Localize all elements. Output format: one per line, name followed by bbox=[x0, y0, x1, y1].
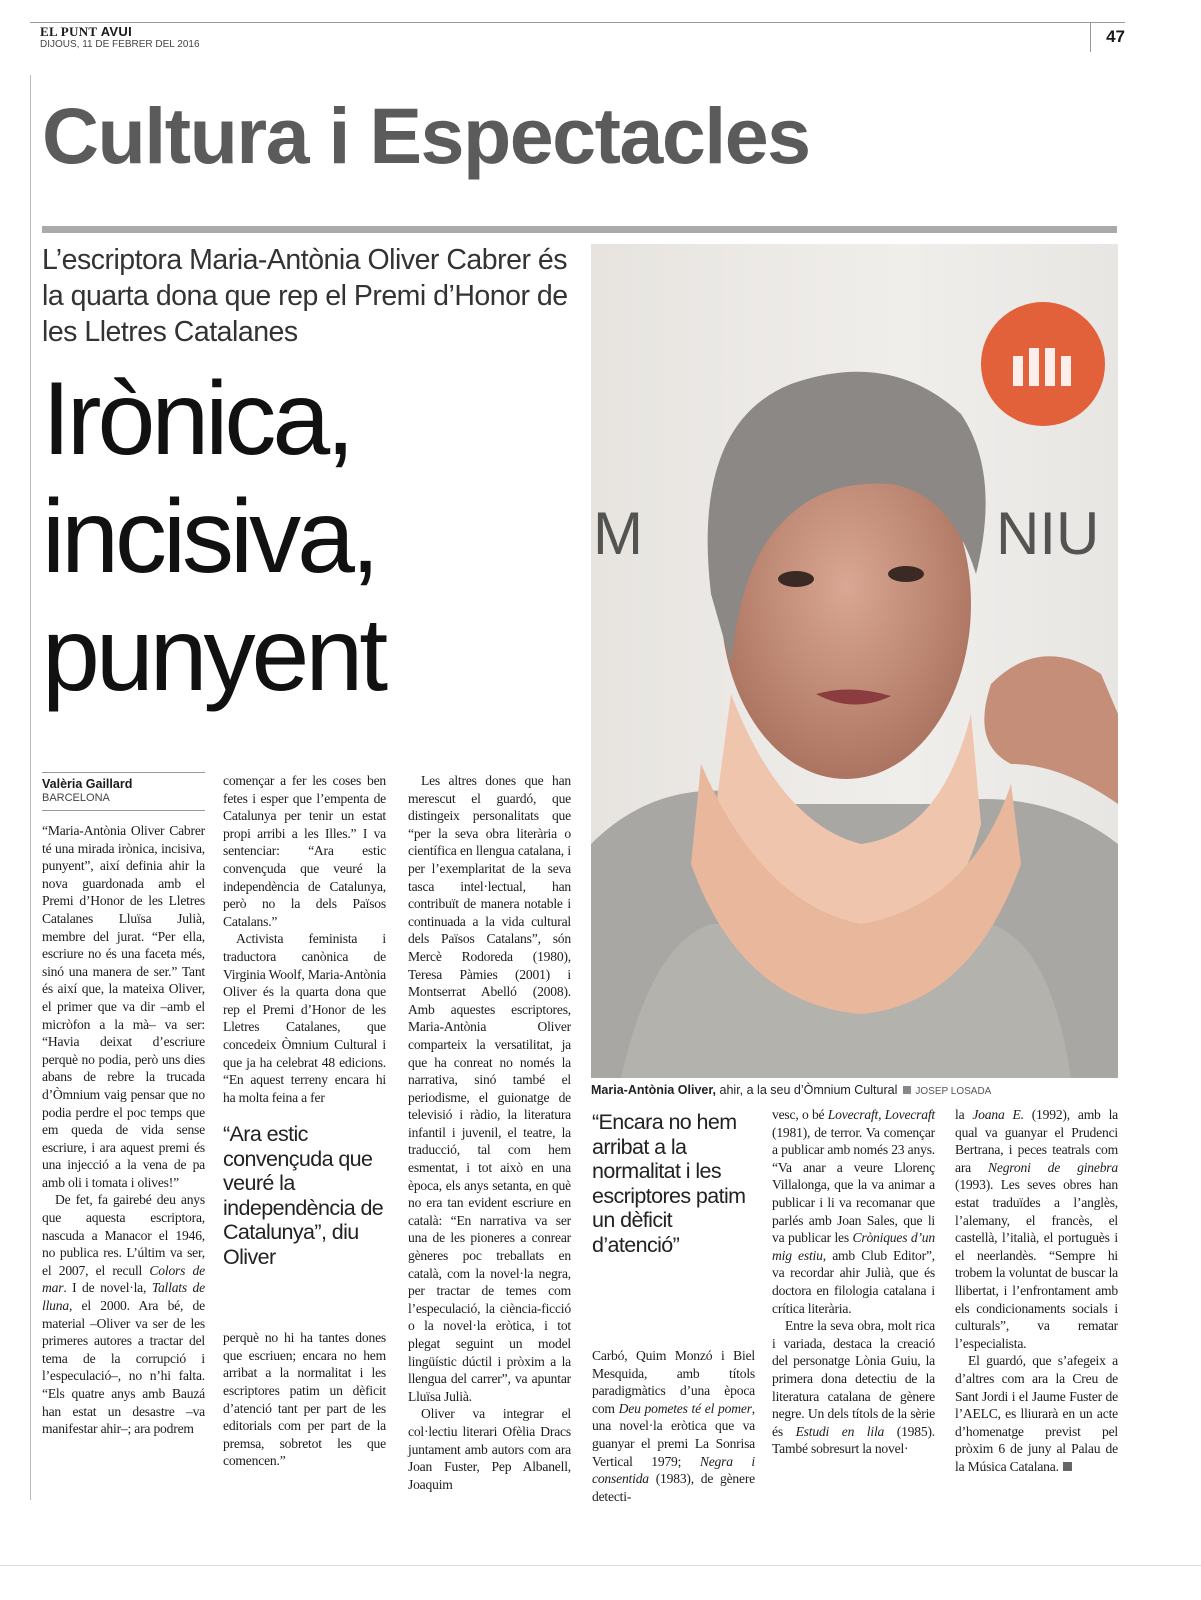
dateline-location: BARCELONA bbox=[42, 792, 110, 804]
caption-square-icon bbox=[903, 1086, 911, 1094]
paper-name-bold: AVUI bbox=[100, 24, 132, 39]
headline-line: punyent bbox=[42, 597, 385, 713]
italic-title: Estudi en lila bbox=[795, 1423, 885, 1439]
text-run: perquè no hi ha tantes dones que escriuen; encara no hem arribat a la normalitat i les escriptores patim un dèficit d’atenció tant per part de les editorials com per part de la premsa, sobretot les que comencen.” bbox=[223, 1330, 386, 1469]
body-paragraph bbox=[592, 1347, 755, 1505]
left-divider bbox=[30, 75, 31, 1500]
italic-title: Colors de mar bbox=[42, 1262, 205, 1296]
italic-title: Negroni de ginebra bbox=[988, 1159, 1118, 1175]
pull-quote: “Encara no hem arribat a la normalitat i les escriptores patim un dèficit d’atenció” bbox=[592, 1110, 746, 1257]
text-run: Activista feminista i traductora canònica de Virginia Woolf, Maria-Antònia Oliver és la quarta dona que rep el Premi d’Honor de les Lletres Catalanes, que concedeix Òmnium Cultural i que ja ha celebrat 48 edicions. “En aquest terreny encara hi ha molta feina a fer bbox=[223, 931, 386, 1105]
body-paragraph bbox=[408, 772, 571, 1405]
section-bar bbox=[42, 226, 1117, 233]
body-paragraph bbox=[223, 930, 386, 1106]
omnium-logo-icon bbox=[981, 302, 1105, 426]
headline-line: Irònica, bbox=[42, 361, 352, 477]
caption-name: Maria-Antònia Oliver, bbox=[591, 1083, 717, 1097]
portrait-illustration bbox=[591, 244, 1118, 1078]
top-rule bbox=[30, 22, 1125, 23]
portrait-photo bbox=[591, 244, 1118, 1078]
italic-title: Cròniques d’un mig estiu bbox=[772, 1230, 935, 1263]
body-text bbox=[223, 772, 386, 1106]
svg-text:M: M bbox=[593, 500, 643, 567]
body-paragraph bbox=[408, 1405, 571, 1493]
body-paragraph bbox=[223, 1329, 386, 1470]
body-text bbox=[772, 1106, 935, 1458]
text-run: , el 2000. Ara bé, de material –Oliver va ser de les primeres autores a tractar del tema de la corrupció i l’especulació–, no n’hi falta. “Els quatre anys amb Bauzá han estat un desastre –va manifestar ahir–; ara podrem bbox=[42, 1298, 205, 1437]
text-run: “Maria-Antònia Oliver Cabrer té una mirada irònica, incisiva, punyent”, així definia ahir la nova guardonada amb el Premi d’Honor de les Lletres Catalanes Lluïsa Julià, membre del jurat. “Per ella, escriure no és una faceta més, sinó una manera de ser.” Tant és així que, la mateixa Oliver, el primer que va dir –amb el micròfon a la mà– va ser: “Havia deixat d’escriure perquè no podia, però uns dies abans de rebre la trucada d’Òmnium vaig pensar que no podia perdre el poc temps que em queda de vida sense escriure, i ara aquest premi és una injecció a la vena de pa amb oli i tomata i olives!” bbox=[42, 823, 205, 1190]
body-text bbox=[223, 1329, 386, 1470]
masthead bbox=[40, 25, 132, 39]
text-run: (1981), de terror. Va començar a publicar amb només 23 anys. “Va anar a veure Llorenç Villalonga, que la va animar a publicar i li va recomanar que parlés amb Joan Sales, que li va publicar les bbox=[772, 1124, 935, 1246]
body-paragraph bbox=[772, 1106, 935, 1317]
text-run: Les altres dones que han merescut el guardó, que distingeix personalitats que “per la seva obra literària o científica en llengua catalana, i per l’exemplaritat de la seva tasca intel·lectual, han contribuït de manera notable i continuada a la vida cultural dels Països Catalans”, són Mercè Rodoreda (1980), Teresa Pàmies (2001) i Montserrat Abelló (2008). Amb aquestes escriptores, Maria-Antònia Oliver comparteix la versatilitat, ja que ha conreat no només la narrativa, sinó també el periodisme, el guionatge de televisió i ràdio, la literatura infantil i juvenil, el teatre, la traducció, tal com hem esmentat, i tot això en una època, els anys setanta, en què no era tan evident escriure en català: “En narrativa va ser una de les pioneres a conrear gèneres poc treballats en català, com la novel·la negra, per tractar de temes com l’especulació, la ciència-ficció o la novel·la eròtica, i tot plegat seguint un model lingüístic dúctil i pròxim a la llengua del carrer”, va apuntar Lluïsa Julià. bbox=[408, 773, 571, 1404]
headline bbox=[42, 360, 587, 714]
text-run: Carbó, Quim Monzó i Biel Mesquida, amb títols paradigmàtics d’una època com bbox=[592, 1348, 755, 1416]
body-paragraph bbox=[955, 1352, 1118, 1475]
italic-title: Negra i consentida bbox=[592, 1453, 756, 1487]
text-run: , una novel·la eròtica que va guanyar el premi La Sonrisa Vertical 1979; bbox=[592, 1400, 755, 1469]
body-text bbox=[592, 1347, 755, 1505]
text-run: (1992), amb la qual va guanyar el Prudenci Bertrana, i peces teatrals com ara bbox=[955, 1107, 1118, 1175]
body-column bbox=[772, 1106, 935, 1458]
article-subtitle: L’escriptora Maria-Antònia Oliver Cabrer és la quarta dona que rep el Premi d’Honor de les Lletres Catalanes bbox=[42, 244, 568, 348]
body-text bbox=[955, 1106, 1118, 1475]
photo-caption bbox=[591, 1082, 991, 1100]
body-paragraph bbox=[42, 822, 205, 1191]
italic-title: Lovecraft, Lovecraft bbox=[827, 1107, 935, 1122]
body-text bbox=[408, 772, 571, 1493]
body-column bbox=[955, 1106, 1118, 1475]
italic-title: Deu pometes té el pomer bbox=[618, 1400, 752, 1416]
body-column bbox=[592, 1110, 755, 1505]
text-run: la bbox=[955, 1107, 973, 1122]
body-column bbox=[408, 772, 571, 1493]
end-mark-icon bbox=[1063, 1462, 1072, 1471]
text-run: Oliver va integrar el col·lectiu literari Ofèlia Dracs juntament amb autors com ara Joan Fuster, Pep Albanell, Joaquim bbox=[408, 1406, 571, 1492]
text-run: De fet, fa gairebé deu anys que aquesta escriptora, nascuda a Manacor el 1946, no publica res. L’últim va ser, el 2007, el recull bbox=[42, 1192, 205, 1278]
body-paragraph bbox=[223, 772, 386, 930]
italic-title: Tallats de lluna bbox=[42, 1280, 205, 1314]
section-title: Cultura i Espectacles bbox=[42, 91, 810, 180]
italic-title: Joana E. bbox=[972, 1107, 1024, 1122]
body-column bbox=[42, 822, 205, 1438]
text-run: El guardó, que s’afegeix a d’altres com ara la Creu de Sant Jordi i el Jaume Fuster de l’AELC, es lliurarà en un acte d’homenatge previst pel pròxim 6 de juny al Palau de la Música Catalana. bbox=[955, 1353, 1118, 1474]
headline-line: incisiva, bbox=[42, 479, 376, 595]
body-paragraph bbox=[772, 1317, 935, 1458]
photo-credit: JOSEP LOSADA bbox=[915, 1086, 992, 1097]
bottom-rule bbox=[0, 1565, 1201, 1566]
paper-name: EL PUNT bbox=[40, 24, 98, 39]
text-run: començar a fer les coses ben fetes i esper que l’empenta de Catalunya per tenir un estat propi arribi a les Illes.” I va sentenciar: “Ara estic convençuda que veuré la independència de Catalunya, però no la dels Països Catalans.” bbox=[223, 773, 386, 929]
text-run: , amb Club Editor”, va recordar ahir Julià, que és doctora en filologia catalana i crítica literària. bbox=[772, 1247, 935, 1316]
body-text bbox=[42, 822, 205, 1438]
svg-text:NIU: NIU bbox=[996, 500, 1100, 567]
text-run: vesc, o bé bbox=[772, 1107, 828, 1122]
author-name: Valèria Gaillard bbox=[42, 777, 133, 791]
body-paragraph bbox=[42, 1191, 205, 1437]
text-run: (1993). Les seves obres han estat traduïdes a l’anglès, l’alemany, el francès, el castellà, l’italià, el portuguès i el neerlandès. “Sempre hi trobem la voluntat de buscar la llibertat, i l’enfrontament amb els condicionaments socials i culturals”, va rematar l’especialista. bbox=[955, 1177, 1118, 1351]
caption-text: ahir, a la seu d’Òmnium Cultural bbox=[719, 1083, 898, 1097]
text-run: (1985). També sobresurt la novel· bbox=[772, 1423, 935, 1457]
text-run: . I de novel·la, bbox=[63, 1280, 152, 1296]
byline bbox=[42, 772, 205, 811]
body-column bbox=[223, 772, 386, 1470]
pull-quote: “Ara estic convençuda que veuré la independència de Catalunya”, diu Oliver bbox=[223, 1122, 384, 1269]
body-paragraph bbox=[955, 1106, 1118, 1352]
text-run: (1983), de gènere detecti- bbox=[592, 1471, 755, 1504]
issue-date: DIJOUS, 11 DE FEBRER DEL 2016 bbox=[40, 39, 200, 50]
text-run: Entre la seva obra, molt rica i variada, destaca la creació del personatge Lònia Guiu, la primera dona detectiu de la literatura catalana de gènere negre. Un dels títols de la sèrie és bbox=[772, 1318, 935, 1439]
page-number: 47 bbox=[1090, 22, 1125, 52]
